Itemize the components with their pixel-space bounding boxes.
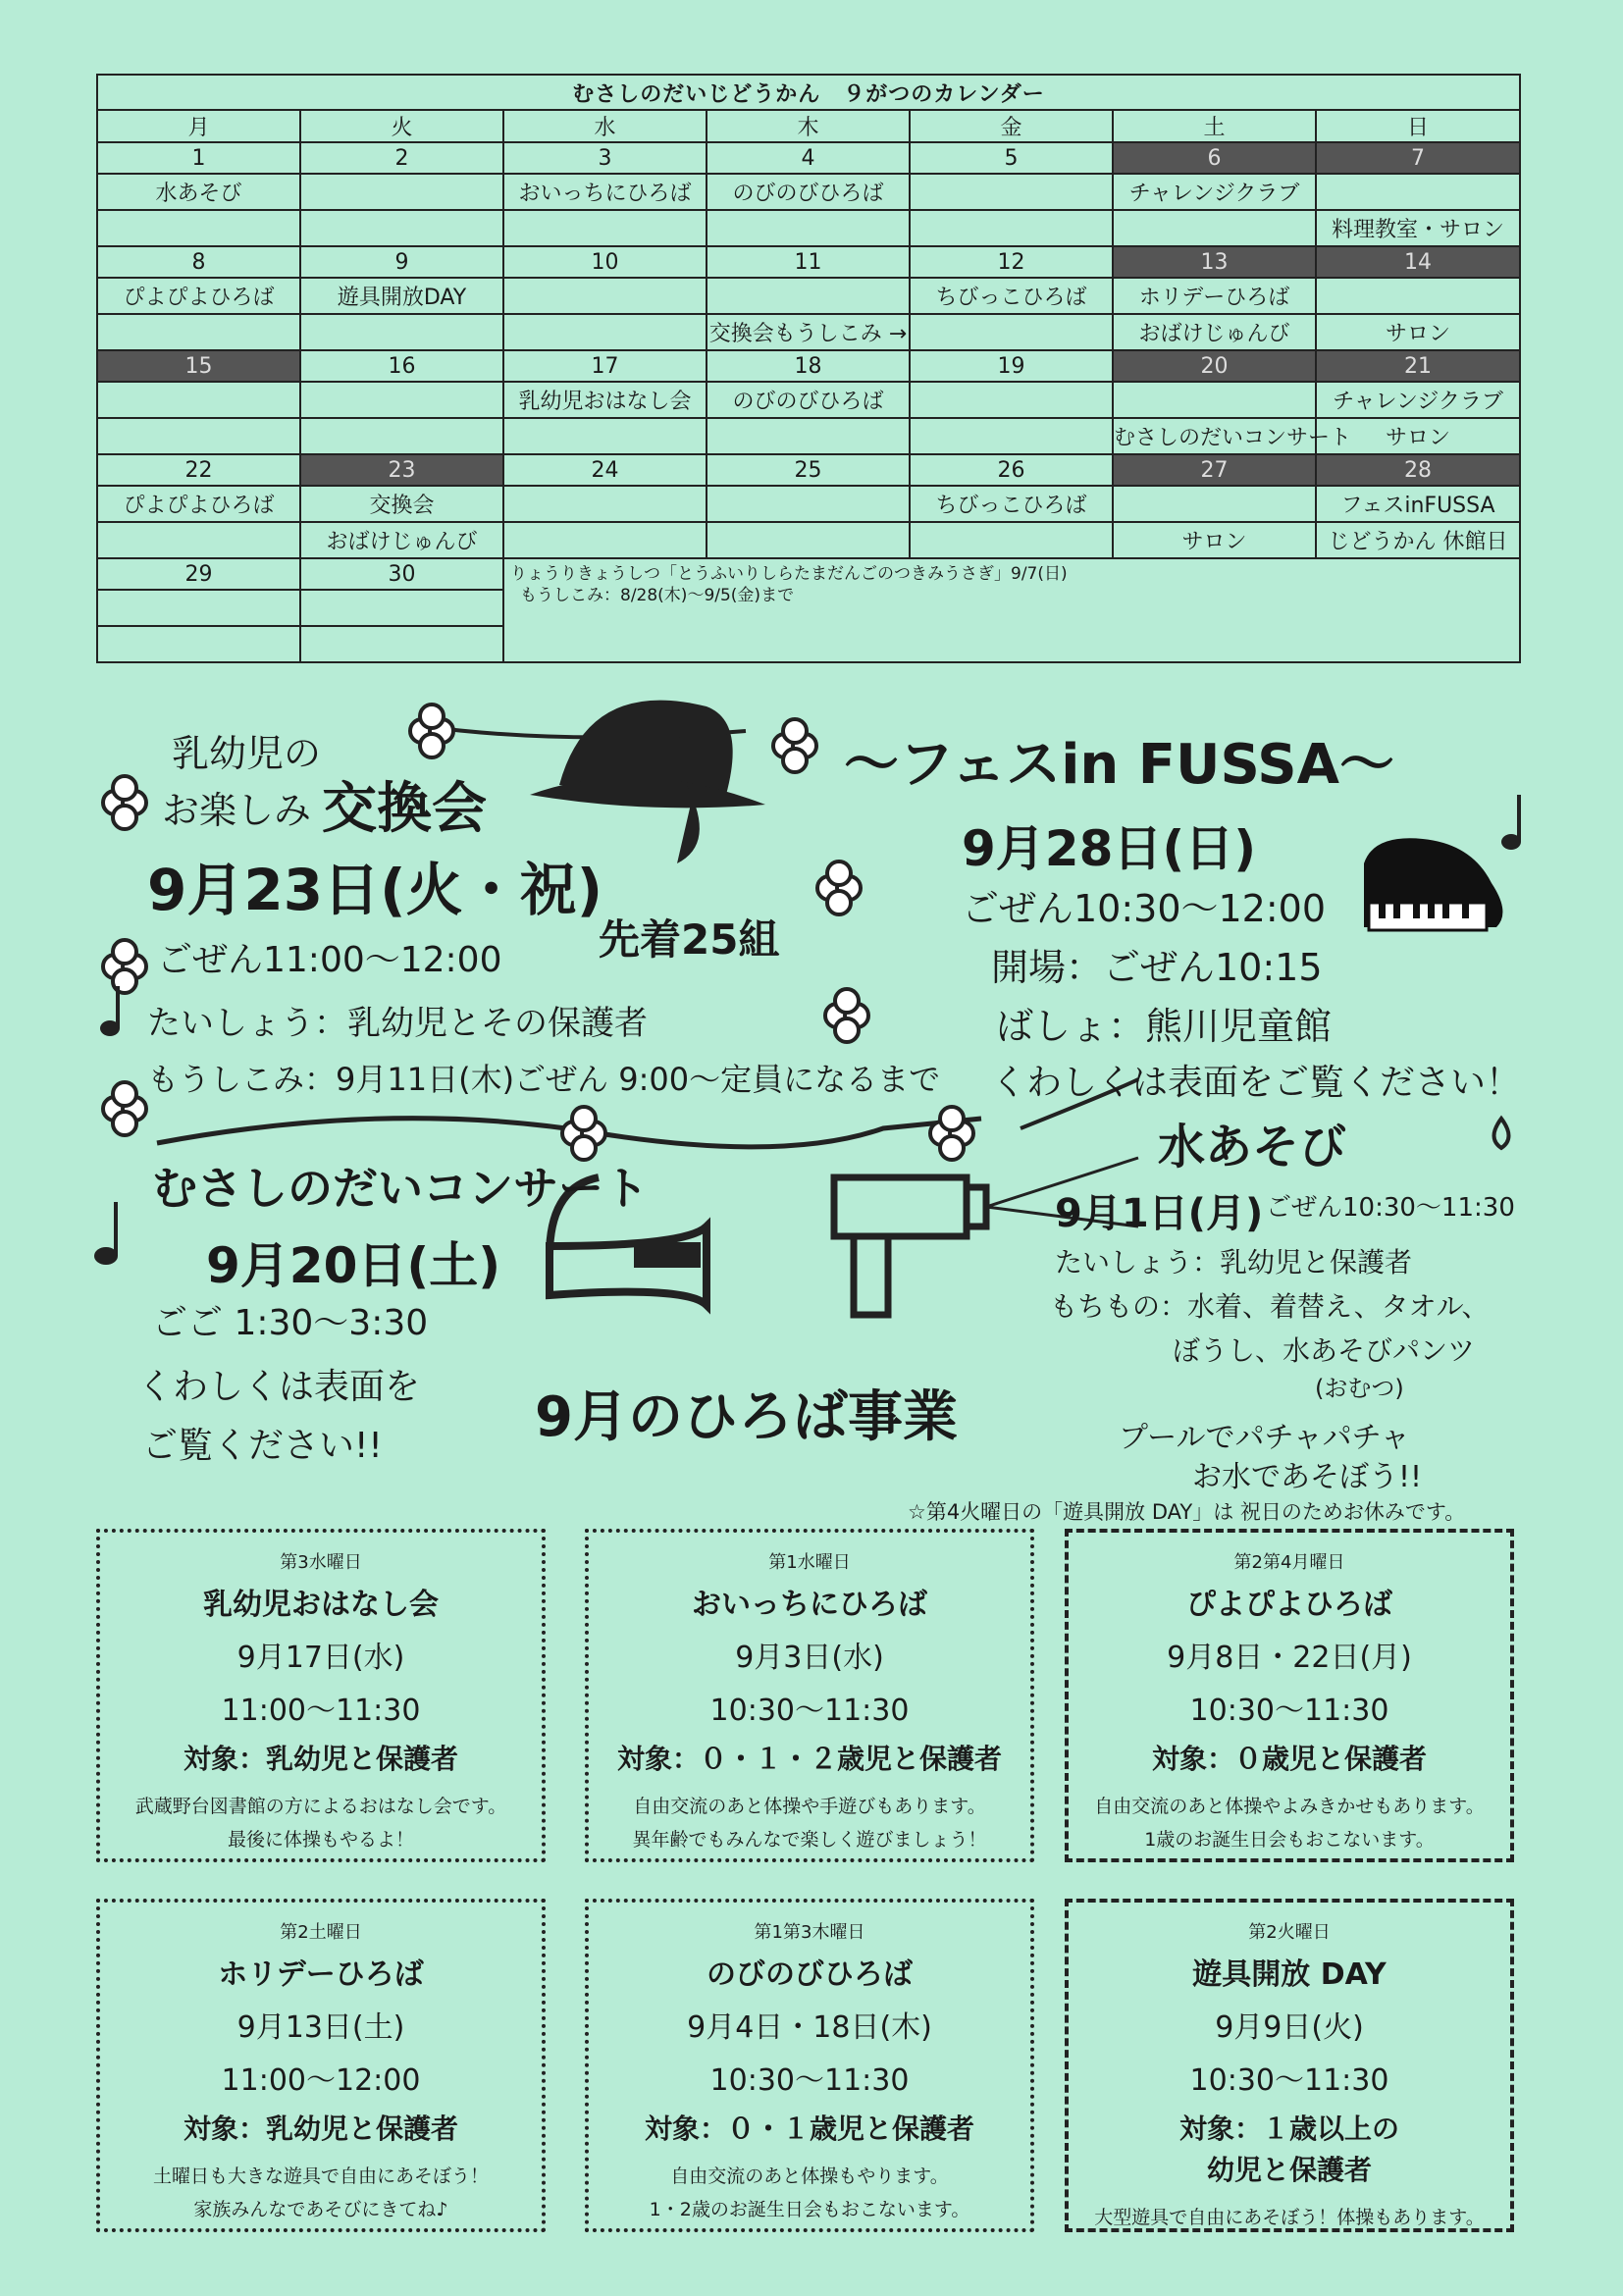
concert-title: むさしのだいコンサート: [152, 1162, 649, 1215]
calendar-event: 水あそび: [97, 174, 300, 210]
calendar-date: 3: [503, 142, 707, 174]
event-box-piyopiyo: [1065, 1529, 1514, 1862]
calendar-date: 29: [97, 558, 300, 590]
event-schedule: 第1水曜日: [768, 1552, 851, 1573]
calendar-event: 乳幼児おはなし会: [503, 382, 707, 418]
weekday-label: 木: [707, 110, 910, 142]
calendar-event: 交換会: [300, 486, 503, 522]
calendar-date: 10: [503, 246, 707, 278]
event-name: のびのびひろば: [707, 1957, 913, 1992]
exchange-heading-2: お楽しみ: [162, 789, 312, 832]
calendar-event: チャレンジクラブ: [1316, 382, 1520, 418]
fes-more: くわしくは表面をご覧ください！: [991, 1063, 1522, 1103]
event-target: 対象：０・１・２歳児と保護者: [616, 1743, 1002, 1775]
water-items-3: (おむつ): [1315, 1375, 1404, 1402]
event-time: 10:30～11:30: [1189, 1694, 1389, 1728]
calendar-event: じどうかん 休館日: [1316, 522, 1520, 558]
event-description: [100, 2160, 542, 2226]
calendar-date: 30: [300, 558, 503, 590]
calendar-event: サロン: [1113, 522, 1316, 558]
concert-time: ごご 1:30～3:30: [152, 1303, 429, 1343]
event-target: 対象：乳幼児と保護者: [183, 1743, 458, 1775]
event-description-line: 自由交流のあと体操もやります。: [670, 2166, 949, 2187]
cooking-class-note: りょうりきょうしつ「とうふいりしらたまだんごのつきみうさぎ」9/7(日): [510, 564, 1068, 584]
calendar-date: 6: [1113, 142, 1316, 174]
calendar-date: 19: [910, 350, 1113, 382]
cooking-class-apply: もうしこみ：8/28(木)～9/5(金)まで: [520, 586, 795, 605]
calendar-date: 21: [1316, 350, 1520, 382]
event-date: 9月17日(水): [236, 1641, 405, 1675]
calendar-date: 28: [1316, 454, 1520, 486]
calendar-date: 27: [1113, 454, 1316, 486]
event-name: 遊具開放 DAY: [1192, 1957, 1387, 1992]
piano-icon: [1364, 838, 1502, 930]
event-description: [589, 1790, 1030, 1856]
calendar-event: フェスinFUSSA: [1316, 486, 1520, 522]
concert-more-1: くわしくは表面を: [137, 1367, 421, 1407]
water-title: 水あそび: [1158, 1120, 1347, 1174]
event-description: [1069, 1790, 1510, 1856]
exchange-title: 交換会: [322, 777, 487, 841]
concert-date: 9月20日(土): [206, 1237, 501, 1294]
event-schedule: 第1第3木曜日: [754, 1922, 865, 1943]
calendar-event: ぴよぴよひろば: [97, 486, 300, 522]
exchange-date: 9月23日(火・祝): [147, 857, 603, 923]
calendar-date: 9: [300, 246, 503, 278]
calendar-event: ちびっこひろば: [910, 486, 1113, 522]
water-items-1: もちもの：水着、着替え、タオル、: [1050, 1290, 1490, 1323]
event-target: 対象：０・１歳児と保護者: [644, 2113, 974, 2145]
calendar-date: 17: [503, 350, 707, 382]
calendar-event: 遊具開放DAY: [300, 278, 503, 314]
event-target-line: 幼児と保護者: [1206, 2154, 1372, 2186]
event-schedule: 第3水曜日: [280, 1552, 362, 1573]
event-target: [1069, 2109, 1510, 2191]
calendar-date: 26: [910, 454, 1113, 486]
event-box-holiday: [96, 1899, 546, 2232]
calendar-date: 5: [910, 142, 1113, 174]
event-name: 乳幼児おはなし会: [203, 1588, 439, 1622]
event-schedule: 第2第4月曜日: [1233, 1552, 1345, 1573]
calendar-date: 13: [1113, 246, 1316, 278]
fes-open: 開場：ごぜん10:15: [991, 946, 1323, 989]
event-box-playground-day: [1065, 1899, 1514, 2232]
calendar-date: 11: [707, 246, 910, 278]
exchange-apply: もうしこみ：9月11日(木)ごぜん 9:00～定員になるまで: [147, 1061, 941, 1098]
exchange-heading: 乳幼児の: [172, 732, 322, 775]
calendar-event: おばけじゅんび: [300, 522, 503, 558]
event-description: [589, 2160, 1030, 2226]
fes-time: ごぜん10:30～12:00: [962, 887, 1327, 930]
calendar-date: 25: [707, 454, 910, 486]
event-description-line: 1・2歳のお誕生日会もおこないます。: [649, 2199, 970, 2220]
water-drop-icon: [1494, 1119, 1509, 1148]
calendar-date: 20: [1113, 350, 1316, 382]
event-description-line: 異年齢でもみんなで楽しく遊びましょう！: [632, 1829, 987, 1851]
water-slogan-2: お水であそぼう!!: [1192, 1460, 1423, 1494]
calendar-date: 7: [1316, 142, 1520, 174]
section-title: 9月のひろば事業: [535, 1385, 958, 1449]
exchange-limit: 先着25組: [599, 915, 780, 964]
event-description-line: 自由交流のあと体操や手遊びもあります。: [633, 1796, 986, 1817]
calendar-event: おいっちにひろば: [503, 174, 707, 210]
calendar-date: 14: [1316, 246, 1520, 278]
calendar-event: ちびっこひろば: [910, 278, 1113, 314]
event-description-line: 自由交流のあと体操やよみきかせもあります。: [1094, 1796, 1485, 1817]
calendar-date: 1: [97, 142, 300, 174]
calendar-event: むさしのだいコンサート: [1113, 418, 1316, 454]
weekday-label: 月: [97, 110, 300, 142]
calendar-event: のびのびひろば: [707, 174, 910, 210]
hat-icon: [530, 701, 765, 863]
calendar-event: サロン: [1316, 418, 1520, 454]
concert-more-2: ご覧ください!!: [142, 1426, 383, 1466]
fes-place: ばしょ：熊川児童館: [996, 1005, 1333, 1048]
event-target: 対象：乳幼児と保護者: [183, 2113, 458, 2145]
event-description-line: 最後に体操もやるよ！: [227, 1829, 414, 1851]
calendar-date: 16: [300, 350, 503, 382]
calendar-date: 2: [300, 142, 503, 174]
calendar-date: 18: [707, 350, 910, 382]
water-target: たいしょう：乳幼児と保護者: [1055, 1246, 1413, 1278]
calendar-date: 23: [300, 454, 503, 486]
event-description-line: 土曜日も大きな遊具で自由にあそぼう！: [152, 2166, 489, 2187]
event-description-line: 家族みんなであそびにきてね♪: [193, 2199, 448, 2220]
event-description: [1069, 2201, 1510, 2234]
event-description-line: 武蔵野台図書館の方によるおはなし会です。: [134, 1796, 507, 1817]
calendar-event: のびのびひろば: [707, 382, 910, 418]
event-schedule: 第2火曜日: [1248, 1922, 1331, 1943]
holiday-notice: ☆第4火曜日の「遊具開放 DAY」は 祝日のためお休みです。: [908, 1500, 1466, 1524]
calendar-event: 交換会もうしこみ →: [707, 314, 910, 350]
event-time: 10:30～11:30: [1189, 2063, 1389, 2098]
weekday-label: 日: [1316, 110, 1520, 142]
event-description: [100, 1790, 542, 1856]
calendar-event: 料理教室・サロン: [1316, 210, 1520, 246]
calendar-event: チャレンジクラブ: [1113, 174, 1316, 210]
calendar-date: 15: [97, 350, 300, 382]
event-date: 9月9日(火): [1215, 2010, 1364, 2045]
calendar-date: 24: [503, 454, 707, 486]
calendar-event: おばけじゅんび: [1113, 314, 1316, 350]
calendar-event: サロン: [1316, 314, 1520, 350]
calendar-event: ホリデーひろば: [1113, 278, 1316, 314]
event-date: 9月4日・18日(木): [687, 2010, 932, 2045]
weekday-label: 水: [503, 110, 707, 142]
water-slogan-1: プールでパチャパチャ: [1119, 1421, 1410, 1455]
event-description-line: 1歳のお誕生日会もおこないます。: [1144, 1829, 1435, 1851]
event-box-ohanashi: [96, 1529, 546, 1862]
event-target: 対象：０歳児と保護者: [1151, 1743, 1427, 1775]
fes-title: ～フェスin FUSSA～: [844, 733, 1394, 797]
event-name: ぴよぴよひろば: [1186, 1588, 1392, 1622]
calendar-date: 12: [910, 246, 1113, 278]
event-time: 10:30～11:30: [709, 1694, 910, 1728]
exchange-time: ごぜん11:00～12:00: [157, 940, 502, 980]
weekday-label: 火: [300, 110, 503, 142]
event-date: 9月8日・22日(月): [1167, 1641, 1412, 1675]
calendar-event: ぴよぴよひろば: [97, 278, 300, 314]
event-target-line: 対象：１歳以上の: [1178, 2113, 1399, 2145]
event-description-line: 大型遊具で自由にあそぼう！体操もあります。: [1094, 2207, 1485, 2228]
water-items-2: ぼうし、水あそびパンツ: [1173, 1334, 1476, 1367]
water-date: 9月1日(月): [1055, 1191, 1264, 1236]
calendar-title: むさしのだいじどうかん ９がつのカレンダー: [97, 75, 1520, 110]
event-time: 11:00～12:00: [221, 2063, 421, 2098]
weekday-label: 土: [1113, 110, 1316, 142]
weekday-label: 金: [910, 110, 1113, 142]
event-box-nobinobi: [585, 1899, 1034, 2232]
fes-date: 9月28日(日): [962, 820, 1257, 877]
event-box-oicchini: [585, 1529, 1034, 1862]
exchange-target: たいしょう：乳幼児とその保護者: [147, 1004, 648, 1043]
calendar-date: 8: [97, 246, 300, 278]
water-time: ごぜん10:30～11:30: [1266, 1193, 1515, 1223]
event-time: 11:00～11:30: [221, 1694, 421, 1728]
calendar-date: 4: [707, 142, 910, 174]
event-name: おいっちにひろば: [692, 1588, 927, 1622]
event-time: 10:30～11:30: [709, 2063, 910, 2098]
event-name: ホリデーひろば: [218, 1957, 424, 1992]
event-date: 9月13日(土): [236, 2010, 405, 2045]
event-schedule: 第2土曜日: [280, 1922, 362, 1943]
calendar-date: 22: [97, 454, 300, 486]
event-date: 9月3日(水): [735, 1641, 884, 1675]
